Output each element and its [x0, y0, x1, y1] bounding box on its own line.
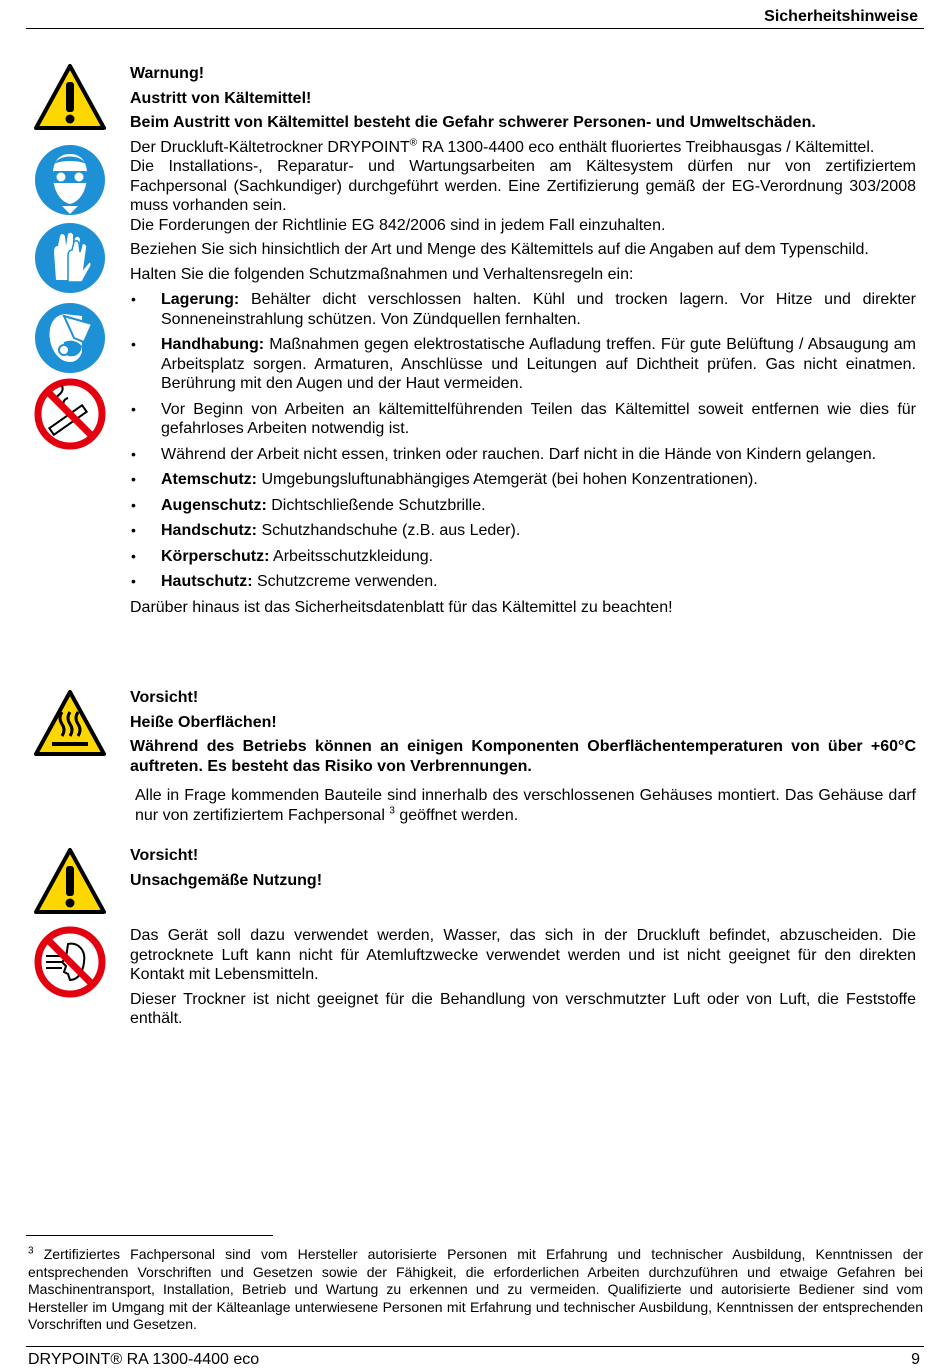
section-hot-surfaces	[130, 688, 916, 825]
paragraph-dryer-contains: Der Druckluft-Kältetrockner DRYPOINT® RA 1300-4400 eco enthält fluoriertes Treibhausgas / Kältemittel.	[130, 137, 875, 156]
page-footer	[26, 1346, 924, 1368]
warning-triangle-icon	[34, 846, 106, 918]
paragraph-intended-use: Das Gerät soll dazu verwendet werden, Wasser, das sich in der Druckluft befindet, abzuscheiden. Die getrocknete Luft kann nicht für Atemluftzwecke verwendet werden und ist nicht geeignet für den direkten Kontakt mit Lebensmitteln.	[130, 927, 916, 983]
footer-product: DRYPOINT® RA 1300-4400 eco	[28, 1351, 260, 1368]
list-item: • Atemschutz: Umgebungsluftunabhängiges Atemgerät (bei hohen Konzentrationen).	[130, 470, 916, 490]
paragraph-housing: Alle in Frage kommenden Bauteile sind innerhalb des verschlossenen Gehäuses montiert. Das Gehäuse darf nur von zertifiziertem Fachpersonal $^3$ geöffnet werden.	[135, 787, 916, 824]
heading-burn-risk: Während des Betriebs können an einigen Komponenten Oberflächentemperaturen von über +60°C auftreten. Es besteht das Risiko von Verbrennungen.	[130, 738, 916, 775]
list-item: • Körperschutz: Arbeitsschutzkleidung.	[130, 547, 916, 567]
list-item: • Augenschutz: Dichtschließende Schutzbrille.	[130, 496, 916, 516]
no-breathing-air-icon	[34, 926, 106, 998]
paragraph-not-suitable: Dieser Trockner ist nicht geeignet für die Behandlung von verschmutzter Luft oder von Luft, die Feststoffe enthält.	[130, 990, 916, 1027]
list-item: • Lagerung: Behälter dicht verschlossen halten. Kühl und trocken lagern. Vor Hitze und direkter Sonneneinstrahlung schützen. Von Zündquellen fernhalten.	[130, 290, 916, 329]
heading-refrigerant-leak: Austritt von Kältemittel!	[130, 89, 312, 107]
section-improper-use-text	[130, 926, 916, 1029]
list-item: • Vor Beginn von Arbeiten an kältemittelführenden Teilen das Kältemittel soweit entfernen wie dies für gefahrloses Arbeiten notwendig ist.	[130, 400, 916, 439]
paragraph-measures-intro: Halten Sie die folgenden Schutzmaßnahmen und Verhaltensregeln ein:	[130, 265, 634, 283]
header-title: Sicherheitshinweise	[764, 8, 918, 25]
heading-caution: Vorsicht!	[130, 689, 199, 706]
no-smoking-icon	[34, 378, 106, 450]
section-improper-use	[130, 846, 916, 890]
heading-hot-surfaces: Heiße Oberflächen!	[130, 713, 277, 731]
respirator-mask-icon	[34, 302, 106, 374]
measures-list	[130, 290, 916, 592]
paragraph-safety-datasheet: Darüber hinaus ist das Sicherheitsdatenblatt für das Kältemittel zu beachten!	[130, 598, 673, 616]
page-header	[26, 6, 924, 29]
paragraph-type-plate: Beziehen Sie sich hinsichtlich der Art und Menge des Kältemittels auf die Angaben auf dem Typenschild.	[130, 241, 869, 258]
page-number: 9	[911, 1351, 920, 1368]
footnote: $^3$ Zertifiziertes Fachpersonal sind vom Hersteller autorisierte Personen mit Erfahrung und technischer Ausbildung, Kenntnissen der entsprechenden Vorschriften und Gesetzen sowie der Fähigkeit, die erforderlichen Arbeiten durchzuführen und etwaige Gefahren bei Maschinentransport, Installation, Betrieb und Wartung zu erkennen und zu vermeiden. Qualifizierte und autorisierte Bediener sind vom Hersteller im Umgang mit der Kälteanlage unterwiesene Personen mit Erfahrung und technischer Ausbildung, Kenntnissen der entsprechenden Vorschriften und Gesetzen.	[28, 1245, 923, 1332]
list-item: • Handschutz: Schutzhandschuhe (z.B. aus Leder).	[130, 521, 916, 541]
section-refrigerant-warning	[130, 64, 916, 617]
list-item: • Handhabung: Maßnahmen gegen elektrostatische Aufladung treffen. Für gute Belüftung / Absaugung am Arbeitsplatz sorgen. Armaturen, Anschlüsse und Leitungen auf Dichtheit prüfen. Gas nicht einatmen. Berührung mit den Augen und der Haut vermeiden.	[130, 335, 916, 394]
heading-caution: Vorsicht!	[130, 847, 199, 864]
heading-warning: Warnung!	[130, 65, 205, 82]
warning-triangle-icon	[34, 62, 106, 134]
heading-improper-use: Unsachgemäße Nutzung!	[130, 871, 323, 889]
protective-gloves-icon	[34, 222, 106, 294]
hot-surface-icon	[34, 688, 106, 760]
heading-refrigerant-danger: Beim Austritt von Kältemittel besteht die Gefahr schwerer Personen- und Umweltschäden.	[130, 114, 816, 131]
safety-goggles-icon	[34, 144, 106, 216]
paragraph-directive: Die Forderungen der Richtlinie EG 842/2006 sind in jedem Fall einzuhalten.	[130, 216, 666, 234]
paragraph-certification: Die Installations-, Reparatur- und Wartungsarbeiten am Kältesystem dürfen nur von zertifiziertem Fachpersonal (Sachkundiger) durchgeführt werden. Eine Zertifizierung gemäß der EG-Verordnung 303/2008 muss vorhanden sein.	[130, 158, 916, 214]
list-item: • Während der Arbeit nicht essen, trinken oder rauchen. Darf nicht in die Hände von Kindern gelangen.	[130, 445, 916, 465]
footnote-divider	[26, 1235, 273, 1236]
list-item: • Hautschutz: Schutzcreme verwenden.	[130, 572, 916, 592]
